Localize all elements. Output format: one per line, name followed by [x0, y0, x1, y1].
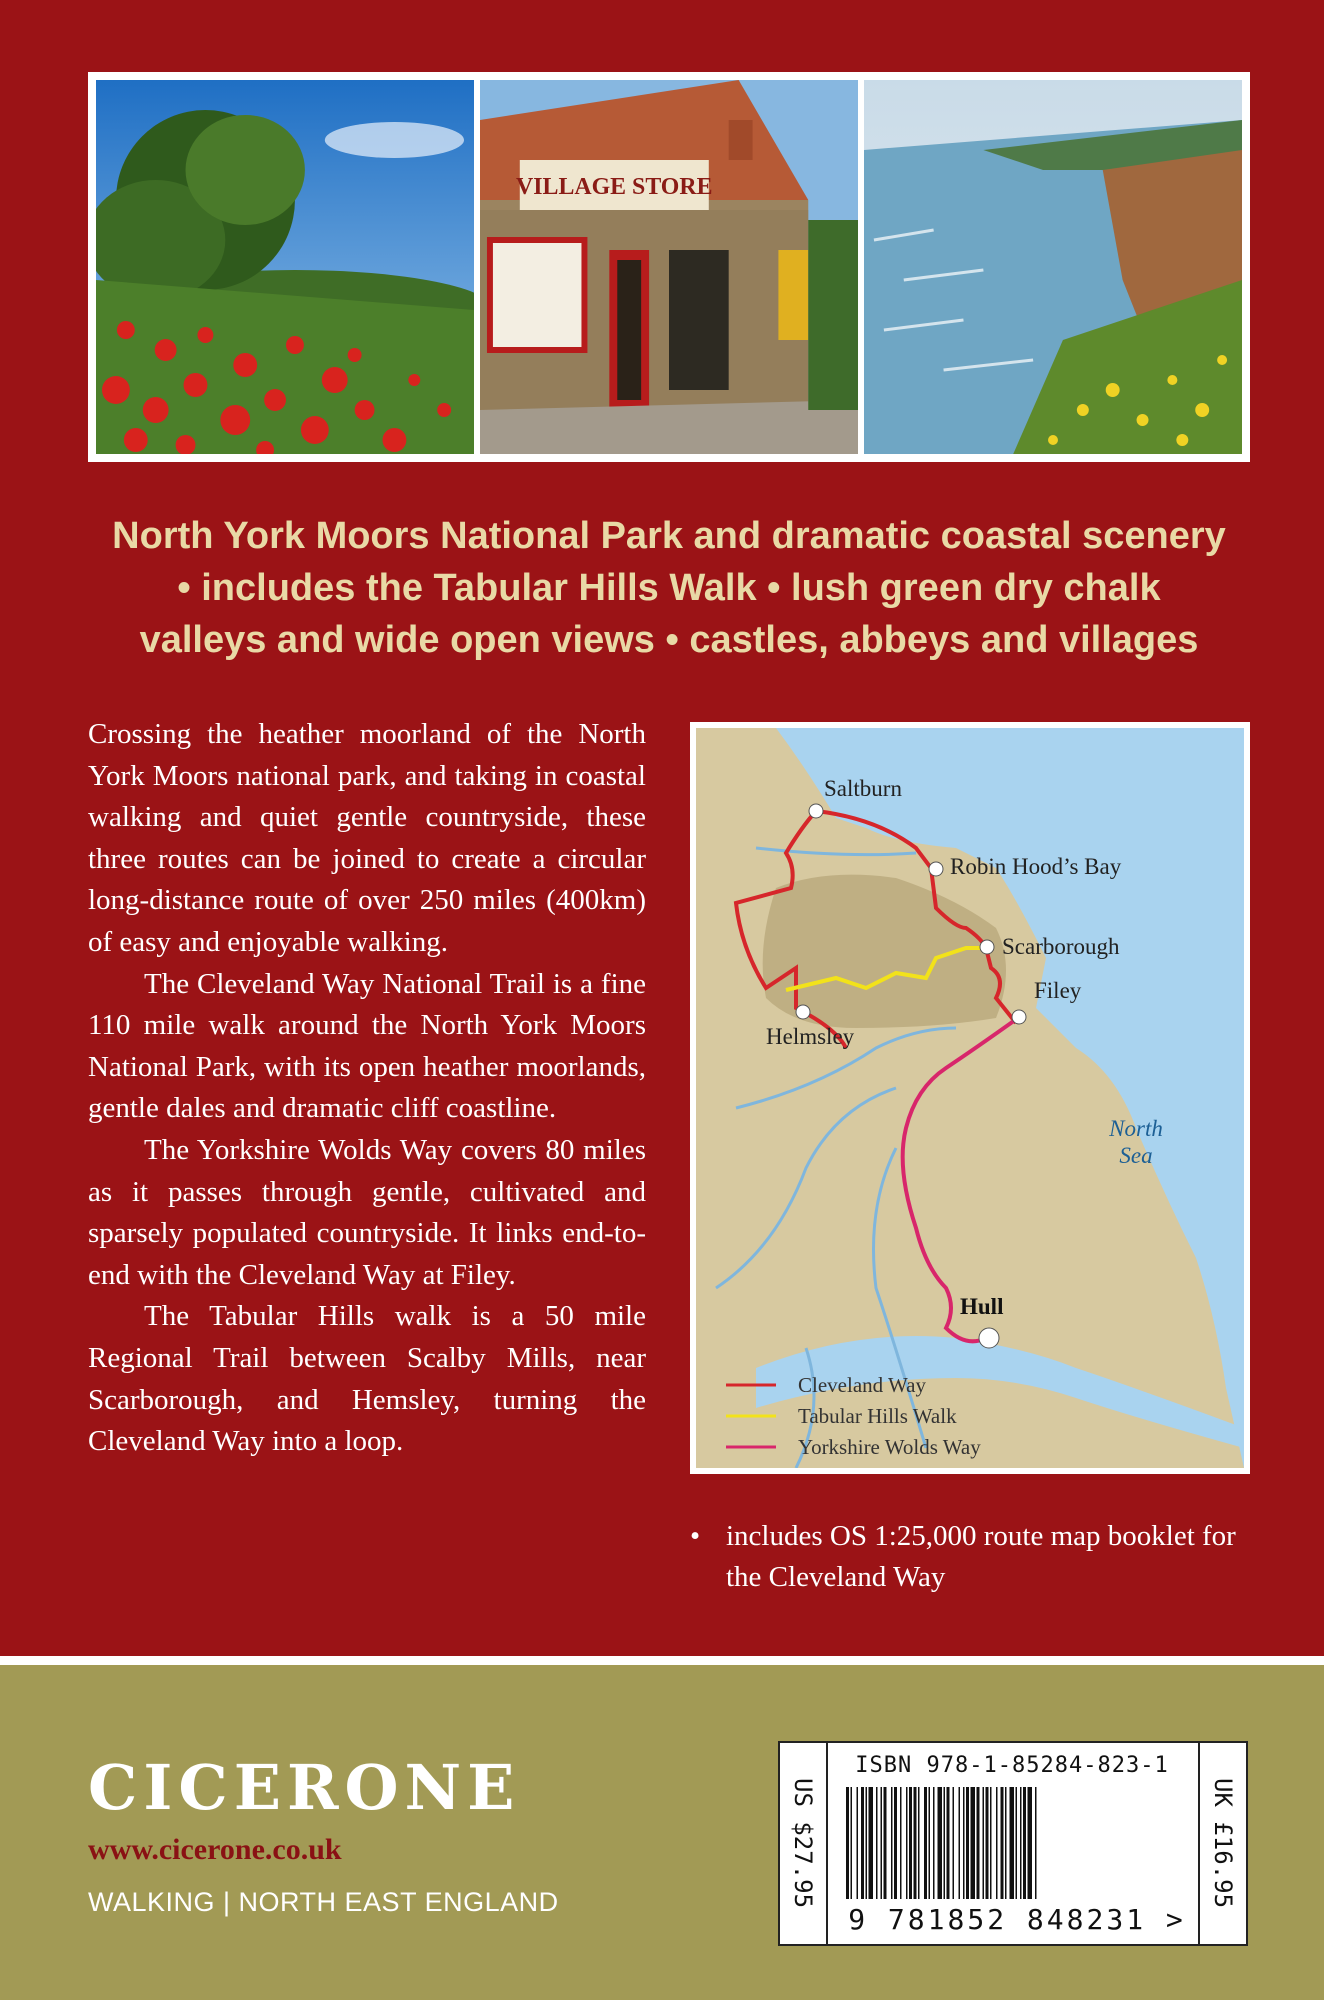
barcode-bar	[1016, 1787, 1018, 1899]
legend-wolds-label: Yorkshire Wolds Way	[798, 1435, 981, 1459]
footer-divider	[0, 1656, 1324, 1665]
barcode-bar	[891, 1787, 893, 1899]
description	[88, 714, 646, 1463]
isbn-barcode	[778, 1741, 1248, 1946]
barcode-bar	[947, 1787, 950, 1899]
label-north-sea-1: North	[1109, 1116, 1163, 1141]
blurb-line-1: North York Moors National Park and dramatic coastal scenery	[112, 515, 1226, 557]
barcode-bar	[944, 1787, 946, 1899]
barcode-bar	[966, 1787, 969, 1899]
barcode-bar	[933, 1787, 935, 1899]
price-us: US $27.95	[780, 1743, 828, 1944]
barcode-bar	[906, 1787, 908, 1899]
route-map	[690, 722, 1250, 1474]
publisher-url: www.cicerone.co.uk	[88, 1833, 342, 1866]
barcode-bar	[1028, 1787, 1033, 1899]
barcode-digits: 9 781852 848231 >	[848, 1903, 1186, 1936]
barcode-bar	[959, 1787, 961, 1899]
barcode-bar	[846, 1787, 849, 1899]
barcode-bar	[851, 1787, 853, 1899]
label-north-sea-2: Sea	[1119, 1143, 1153, 1168]
legend-cleveland-label: Cleveland Way	[798, 1373, 926, 1397]
barcode-bar	[900, 1787, 902, 1899]
photo-strip	[88, 72, 1250, 462]
barcode-bar	[929, 1787, 931, 1899]
village-store-photo	[480, 80, 858, 454]
barcode-bar	[977, 1787, 980, 1899]
book-category: WALKING | NORTH EAST ENGLAND	[88, 1887, 559, 1917]
label-scarborough: Scarborough	[1002, 934, 1120, 959]
isbn-number: ISBN 978-1-85284-823-1	[855, 1753, 1169, 1778]
barcode-bar	[1020, 1787, 1022, 1899]
barcode-bar	[894, 1787, 897, 1899]
barcode-bar	[866, 1787, 868, 1899]
barcode-bar	[884, 1787, 887, 1899]
legend-tabular-label: Tabular Hills Walk	[798, 1404, 957, 1428]
note-text: includes OS 1:25,000 route map booklet for the Cleveland Way	[726, 1520, 1236, 1593]
description-paragraph-1: Crossing the heather moorland of the North York Moors national park, and taking in coastal walking and quiet gentle countryside, these three routes can be joined to create a circular long-distance route of over 250 miles (400km) of easy and enjoyable walking.	[88, 718, 646, 958]
barcode-bar	[986, 1787, 989, 1899]
blurb-line-3: valleys and wide open views • castles, abbeys and villages	[139, 619, 1199, 661]
footer	[0, 1665, 1324, 2000]
blurb-line-2: • includes the Tabular Hills Walk • lush green dry chalk	[177, 567, 1161, 609]
barcode-bar	[971, 1787, 976, 1899]
description-paragraph-3: The Yorkshire Wolds Way covers 80 miles as it passes through gentle, cultivated and sparsely populated countryside. It links end-to-end with the Cleveland Way at Filey.	[88, 1133, 646, 1291]
description-paragraph-4: The Tabular Hills walk is a 50 mile Regional Trail between Scalby Mills, near Scarborough, and Hemsley, turning the Cleveland Way into a loop.	[88, 1300, 646, 1458]
poppy-field-photo	[96, 80, 474, 454]
description-paragraph-2: The Cleveland Way National Trail is a fine 110 mile walk around the North York Moors National Park, with its open heather moorlands, gentle dales and dramatic cliff coastline.	[88, 967, 646, 1125]
note-bullet: •	[690, 1520, 701, 1552]
barcode-bar	[857, 1787, 859, 1899]
blurb	[88, 510, 1250, 666]
label-robin-hoods-bay: Robin Hood’s Bay	[950, 854, 1122, 879]
publisher-logo: CICERONE	[88, 1751, 521, 1824]
barcode-bar	[990, 1787, 992, 1899]
barcode-bar	[938, 1787, 943, 1899]
barcode-bar	[861, 1787, 864, 1899]
barcode-bar	[1035, 1787, 1037, 1899]
barcode-bar	[983, 1787, 985, 1899]
label-saltburn: Saltburn	[824, 776, 902, 801]
label-filey: Filey	[1034, 978, 1082, 1003]
barcode-bar	[1010, 1787, 1015, 1899]
price-uk: UK £16.95	[1198, 1743, 1246, 1944]
coastal-cliffs-photo	[864, 80, 1242, 454]
barcode-bar	[953, 1787, 955, 1899]
barcode-bar	[876, 1787, 878, 1899]
map-booklet-note	[690, 1516, 1250, 1598]
barcode-bar	[914, 1787, 917, 1899]
barcode-bar	[1023, 1787, 1026, 1899]
barcode-bar	[996, 1787, 998, 1899]
label-hull: Hull	[960, 1294, 1004, 1319]
label-helmsley: Helmsley	[766, 1024, 855, 1049]
barcode-bar	[1005, 1787, 1007, 1899]
barcode-bar	[881, 1787, 883, 1899]
barcode-bar	[869, 1787, 874, 1899]
barcode-bar	[924, 1787, 927, 1899]
barcode-bar	[918, 1787, 920, 1899]
barcode-bar	[909, 1787, 912, 1899]
barcode-bar	[963, 1787, 965, 1899]
barcode-bars	[844, 1787, 1184, 1899]
barcode-bar	[1001, 1787, 1004, 1899]
store-sign-text: VILLAGE STORE	[516, 173, 713, 201]
